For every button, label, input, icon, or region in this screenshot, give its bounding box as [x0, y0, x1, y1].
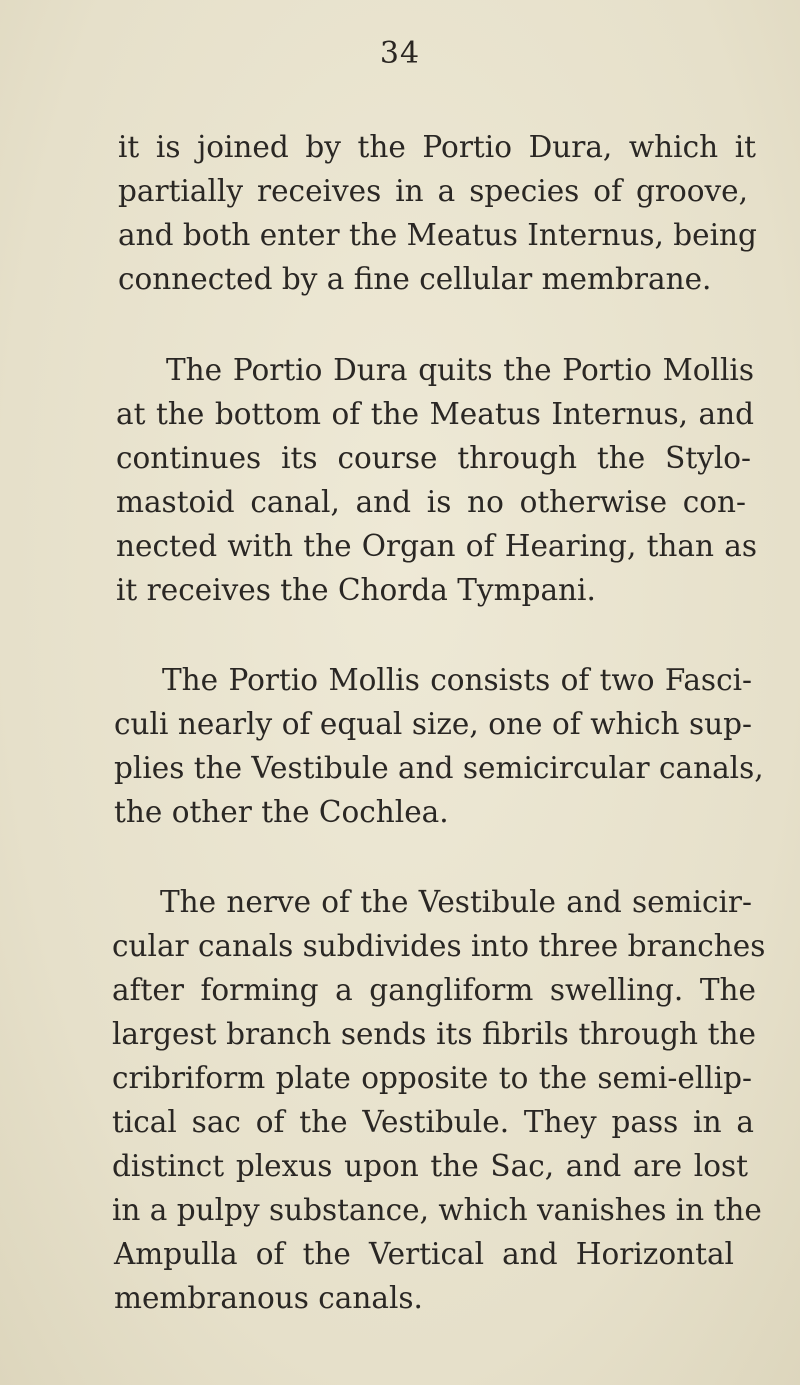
text-line: Ampulla of the Vertical and Horizontal — [114, 1237, 734, 1271]
text-line: mastoid canal, and is no otherwise con- — [116, 485, 746, 519]
text-line: tical sac of the Vestibule. They pass in a — [112, 1105, 754, 1139]
text-line: The Portio Mollis consists of two Fasci- — [162, 663, 752, 697]
text-line: after forming a gangliform swelling. The — [112, 973, 756, 1007]
text-line: continues its course through the Stylo- — [116, 441, 751, 475]
text-line: partially receives in a species of groove, — [118, 174, 748, 208]
text-line: and both enter the Meatus Internus, being — [118, 218, 757, 252]
text-line: connected by a fine cellular membrane. — [118, 262, 712, 296]
text-line: The nerve of the Vestibule and semicir- — [160, 885, 752, 919]
text-line: distinct plexus upon the Sac, and are lost — [112, 1149, 748, 1183]
text-line: in a pulpy substance, which vanishes in the — [112, 1193, 762, 1227]
text-line: cular canals subdivides into three branches — [112, 929, 766, 963]
text-line: nected with the Organ of Hearing, than as — [116, 529, 757, 563]
text-line: at the bottom of the Meatus Internus, and — [116, 397, 754, 431]
text-line: it is joined by the Portio Dura, which it — [118, 130, 756, 164]
text-line: it receives the Chorda Tympani. — [116, 573, 596, 607]
text-line: cribriform plate opposite to the semi-ellip- — [112, 1061, 752, 1095]
text-line: culi nearly of equal size, one of which sup- — [114, 707, 752, 741]
page-number: 34 — [379, 36, 421, 71]
text-line: the other the Cochlea. — [114, 795, 449, 829]
text-line: membranous canals. — [114, 1281, 423, 1315]
text-line: The Portio Dura quits the Portio Mollis — [166, 353, 754, 387]
text-line: plies the Vestibule and semicircular canals, — [114, 751, 764, 785]
text-line: largest branch sends its fibrils through the — [112, 1017, 756, 1051]
